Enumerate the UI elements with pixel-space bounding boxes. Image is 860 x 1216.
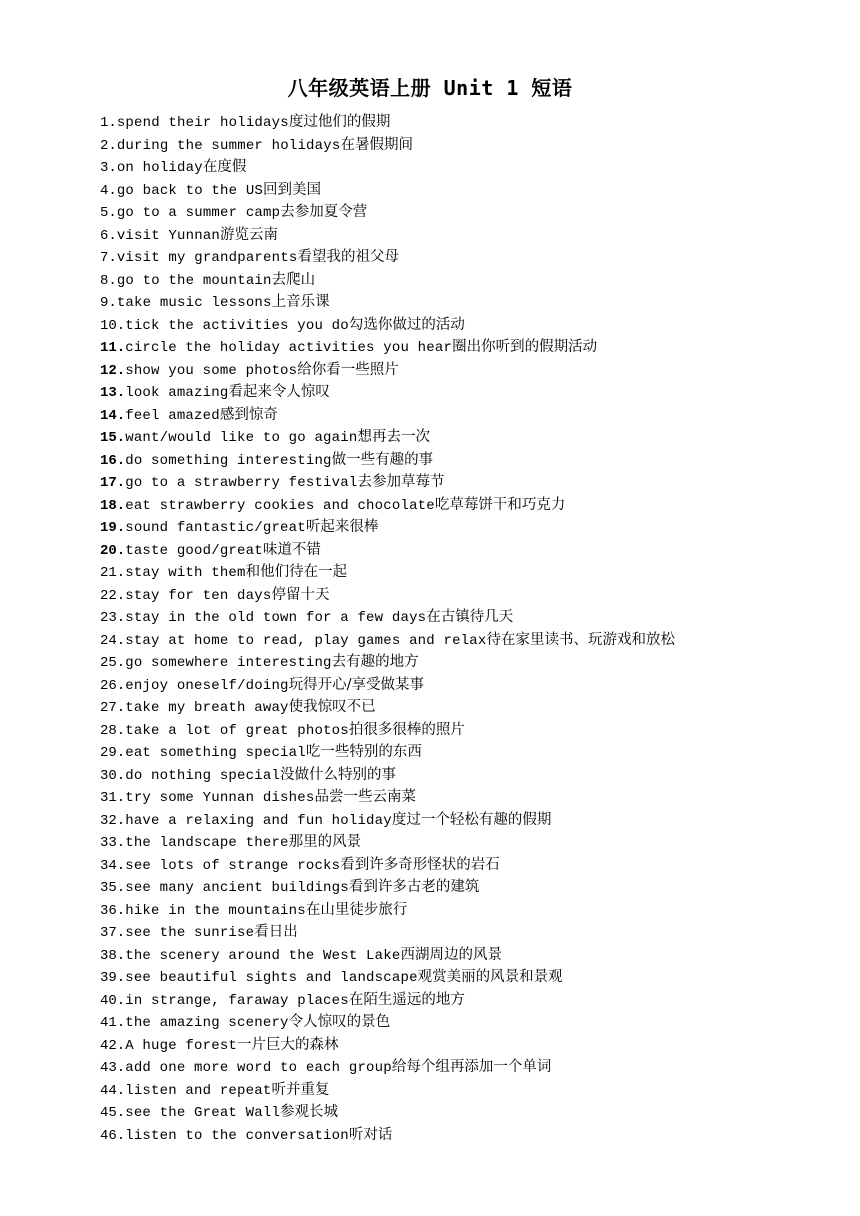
list-item [100, 404, 840, 427]
list-item [100, 516, 840, 539]
chinese-translation: 勾选你做过的活动 [348, 316, 465, 333]
english-phrase: listen and repeat [125, 1082, 272, 1099]
item-number: 7. [100, 250, 117, 266]
chinese-translation: 停留十天 [271, 586, 330, 603]
list-item [100, 269, 840, 292]
list-item [100, 1011, 840, 1034]
english-phrase: see the Great Wall [125, 1105, 281, 1121]
list-item [100, 966, 840, 989]
item-number: 45. [100, 1105, 126, 1121]
list-item [100, 854, 840, 877]
chinese-translation: 待在家里读书、玩游戏和放松 [486, 631, 675, 648]
item-number: 30. [100, 767, 126, 784]
english-phrase: taste good/great [125, 542, 263, 559]
list-item [100, 134, 840, 157]
list-item [100, 741, 840, 764]
english-phrase: take music lessons [116, 295, 272, 311]
chinese-translation: 给你看一些照片 [297, 361, 399, 378]
item-number: 39. [100, 970, 126, 986]
list-item [100, 719, 840, 742]
chinese-translation: 在山里徒步旅行 [305, 901, 408, 918]
list-item [100, 696, 840, 719]
chinese-translation: 一片巨大的森林 [237, 1036, 339, 1053]
list-item [100, 1124, 840, 1147]
item-number: 43. [100, 1060, 126, 1076]
list-item [100, 471, 840, 494]
list-item [100, 291, 840, 314]
item-number: 13. [100, 385, 126, 401]
list-item [100, 201, 840, 224]
english-phrase: stay for ten days [125, 587, 272, 604]
item-number: 28. [100, 722, 126, 739]
english-phrase: go to a strawberry festival [125, 475, 358, 491]
english-phrase: try some Yunnan dishes [125, 790, 315, 806]
english-phrase: hike in the mountains [125, 902, 306, 919]
chinese-translation: 去爬山 [271, 271, 316, 288]
page-title: 八年级英语上册 Unit 1 短语 [287, 76, 573, 100]
english-phrase: take my breath away [125, 700, 289, 716]
chinese-translation: 观赏美丽的风景和景观 [417, 969, 563, 985]
list-item [100, 246, 840, 269]
item-number: 6. [100, 227, 117, 244]
chinese-translation: 游览云南 [220, 226, 279, 243]
item-number: 9. [100, 295, 117, 311]
item-number: 32. [100, 812, 126, 829]
item-number: 33. [100, 835, 126, 851]
chinese-translation: 度过一个轻松有趣的假期 [391, 811, 552, 828]
chinese-translation: 在古镇待几天 [426, 609, 514, 625]
item-number: 29. [100, 745, 126, 761]
english-phrase: listen to the conversation [125, 1127, 349, 1144]
list-item [100, 606, 840, 629]
item-number: 38. [100, 947, 126, 964]
item-number: 4. [100, 182, 117, 199]
list-item [100, 584, 840, 607]
list-item [100, 786, 840, 809]
phrase-list [100, 111, 840, 1146]
list-item [100, 674, 840, 697]
list-item [100, 449, 840, 472]
chinese-translation: 味道不错 [262, 541, 321, 558]
english-phrase: see beautiful sights and landscape [125, 970, 418, 986]
item-number: 3. [100, 160, 117, 176]
english-phrase: circle the holiday activities you hear [125, 340, 453, 356]
english-phrase: see the sunrise [125, 925, 255, 941]
english-phrase: the landscape there [125, 835, 289, 851]
list-item [100, 314, 840, 337]
list-item [100, 944, 840, 967]
chinese-translation: 在暑假期间 [340, 136, 413, 153]
chinese-translation: 吃草莓饼干和巧克力 [434, 496, 566, 513]
item-number: 12. [100, 362, 126, 379]
item-number: 5. [100, 205, 117, 221]
chinese-translation: 度过他们的假期 [288, 114, 391, 130]
chinese-translation: 看望我的祖父母 [297, 249, 399, 265]
item-number: 35. [100, 880, 126, 896]
item-number: 16. [100, 452, 126, 469]
english-phrase: the amazing scenery [125, 1015, 289, 1031]
english-phrase: add one more word to each group [125, 1060, 392, 1076]
list-item [100, 381, 840, 404]
english-phrase: stay with them [125, 565, 246, 581]
item-number: 42. [100, 1037, 126, 1054]
item-number: 21. [100, 565, 126, 581]
chinese-translation: 西湖周边的风景 [400, 946, 502, 963]
english-phrase: stay at home to read, play games and relax [125, 632, 487, 649]
english-phrase: in strange, faraway places [125, 992, 349, 1009]
english-phrase: eat strawberry cookies and chocolate [125, 497, 435, 514]
chinese-translation: 去参加草莓节 [357, 474, 445, 490]
item-number: 17. [100, 475, 126, 491]
list-item [100, 1034, 840, 1057]
list-item [100, 921, 840, 944]
item-number: 46. [100, 1127, 126, 1144]
chinese-translation: 在度假 [202, 159, 247, 175]
english-phrase: take a lot of great photos [125, 722, 349, 739]
english-phrase: feel amazed [125, 407, 220, 424]
item-number: 41. [100, 1015, 126, 1031]
chinese-translation: 听起来很棒 [305, 519, 379, 535]
list-item [100, 426, 840, 449]
chinese-translation: 听并重复 [271, 1081, 330, 1098]
list-item [100, 359, 840, 382]
item-number: 15. [100, 430, 126, 446]
item-number: 8. [100, 272, 117, 289]
chinese-translation: 和他们待在一起 [245, 564, 348, 580]
list-item [100, 831, 840, 854]
item-number: 24. [100, 632, 126, 649]
chinese-translation: 在陌生遥远的地方 [348, 991, 465, 1008]
list-item [100, 111, 840, 134]
item-number: 26. [100, 677, 126, 694]
list-item [100, 629, 840, 652]
item-number: 19. [100, 520, 126, 536]
item-number: 40. [100, 992, 126, 1009]
item-number: 37. [100, 925, 126, 941]
chinese-translation: 看日出 [254, 924, 298, 940]
list-item [100, 809, 840, 832]
item-number: 14. [100, 407, 126, 424]
english-phrase: show you some photos [125, 362, 298, 379]
english-phrase: eat something special [125, 745, 306, 761]
english-phrase: visit Yunnan [116, 227, 221, 244]
item-number: 25. [100, 655, 126, 671]
list-item [100, 179, 840, 202]
chinese-translation: 看到许多古老的建筑 [348, 879, 480, 895]
english-phrase: go to the mountain [116, 272, 272, 289]
chinese-translation: 想再去一次 [357, 429, 430, 445]
list-item [100, 1079, 840, 1102]
item-number: 36. [100, 902, 126, 919]
chinese-translation: 去有趣的地方 [331, 654, 419, 670]
item-number: 2. [100, 137, 117, 154]
english-phrase: tick the activities you do [125, 317, 349, 334]
item-number: 10. [100, 317, 126, 334]
chinese-translation: 参观长城 [280, 1104, 339, 1120]
chinese-translation: 玩得开心/享受做某事 [288, 676, 425, 693]
english-phrase: go somewhere interesting [125, 655, 332, 671]
list-item [100, 156, 840, 179]
english-phrase: during the summer holidays [116, 137, 341, 154]
list-item [100, 876, 840, 899]
chinese-translation: 圈出你听到的假期活动 [452, 339, 598, 355]
list-item [100, 336, 840, 359]
item-number: 22. [100, 587, 126, 604]
list-item [100, 224, 840, 247]
english-phrase: have a relaxing and fun holiday [125, 812, 392, 829]
chinese-translation: 感到惊奇 [219, 406, 278, 423]
english-phrase: visit my grandparents [116, 250, 298, 266]
item-number: 31. [100, 790, 126, 806]
chinese-translation: 吃一些特别的东西 [305, 744, 422, 760]
english-phrase: A huge forest [125, 1037, 238, 1054]
english-phrase: do something interesting [125, 452, 332, 469]
chinese-translation: 品尝一些云南菜 [314, 789, 416, 805]
english-phrase: do nothing special [125, 767, 281, 784]
chinese-translation: 听对话 [348, 1126, 393, 1143]
chinese-translation: 拍很多很棒的照片 [348, 721, 465, 738]
english-phrase: see many ancient buildings [125, 880, 349, 896]
english-phrase: look amazing [125, 385, 229, 401]
chinese-translation: 看到许多奇形怪状的岩石 [340, 856, 500, 873]
list-item [100, 989, 840, 1012]
item-number: 44. [100, 1082, 126, 1099]
english-phrase: spend their holidays [116, 115, 289, 131]
item-number: 23. [100, 610, 126, 626]
list-item [100, 1101, 840, 1124]
list-item [100, 539, 840, 562]
list-item [100, 899, 840, 922]
chinese-translation: 使我惊叹不已 [288, 699, 376, 715]
english-phrase: on holiday [116, 160, 203, 176]
chinese-translation: 做一些有趣的事 [331, 451, 434, 468]
chinese-translation: 没做什么特别的事 [280, 766, 397, 783]
item-number: 20. [100, 542, 126, 559]
chinese-translation: 去参加夏令营 [280, 204, 368, 220]
item-number: 34. [100, 857, 126, 874]
list-item [100, 764, 840, 787]
item-number: 1. [100, 115, 117, 131]
english-phrase: go to a summer camp [116, 205, 281, 221]
chinese-translation: 给每个组再添加一个单词 [391, 1059, 552, 1075]
list-item [100, 561, 840, 584]
chinese-translation: 回到美国 [263, 181, 322, 198]
english-phrase: enjoy oneself/doing [125, 677, 289, 694]
list-item [100, 651, 840, 674]
chinese-translation: 看起来令人惊叹 [228, 384, 330, 400]
chinese-translation: 上音乐课 [271, 294, 330, 310]
list-item [100, 494, 840, 517]
list-item [100, 1056, 840, 1079]
english-phrase: go back to the US [116, 182, 264, 199]
item-number: 27. [100, 700, 126, 716]
item-number: 11. [100, 340, 126, 356]
item-number: 18. [100, 497, 126, 514]
english-phrase: sound fantastic/great [125, 520, 306, 536]
english-phrase: want/would like to go again [125, 430, 358, 446]
english-phrase: the scenery around the West Lake [125, 947, 401, 964]
chinese-translation: 那里的风景 [288, 834, 362, 850]
english-phrase: see lots of strange rocks [125, 857, 341, 874]
chinese-translation: 令人惊叹的景色 [288, 1014, 391, 1030]
english-phrase: stay in the old town for a few days [125, 610, 427, 626]
